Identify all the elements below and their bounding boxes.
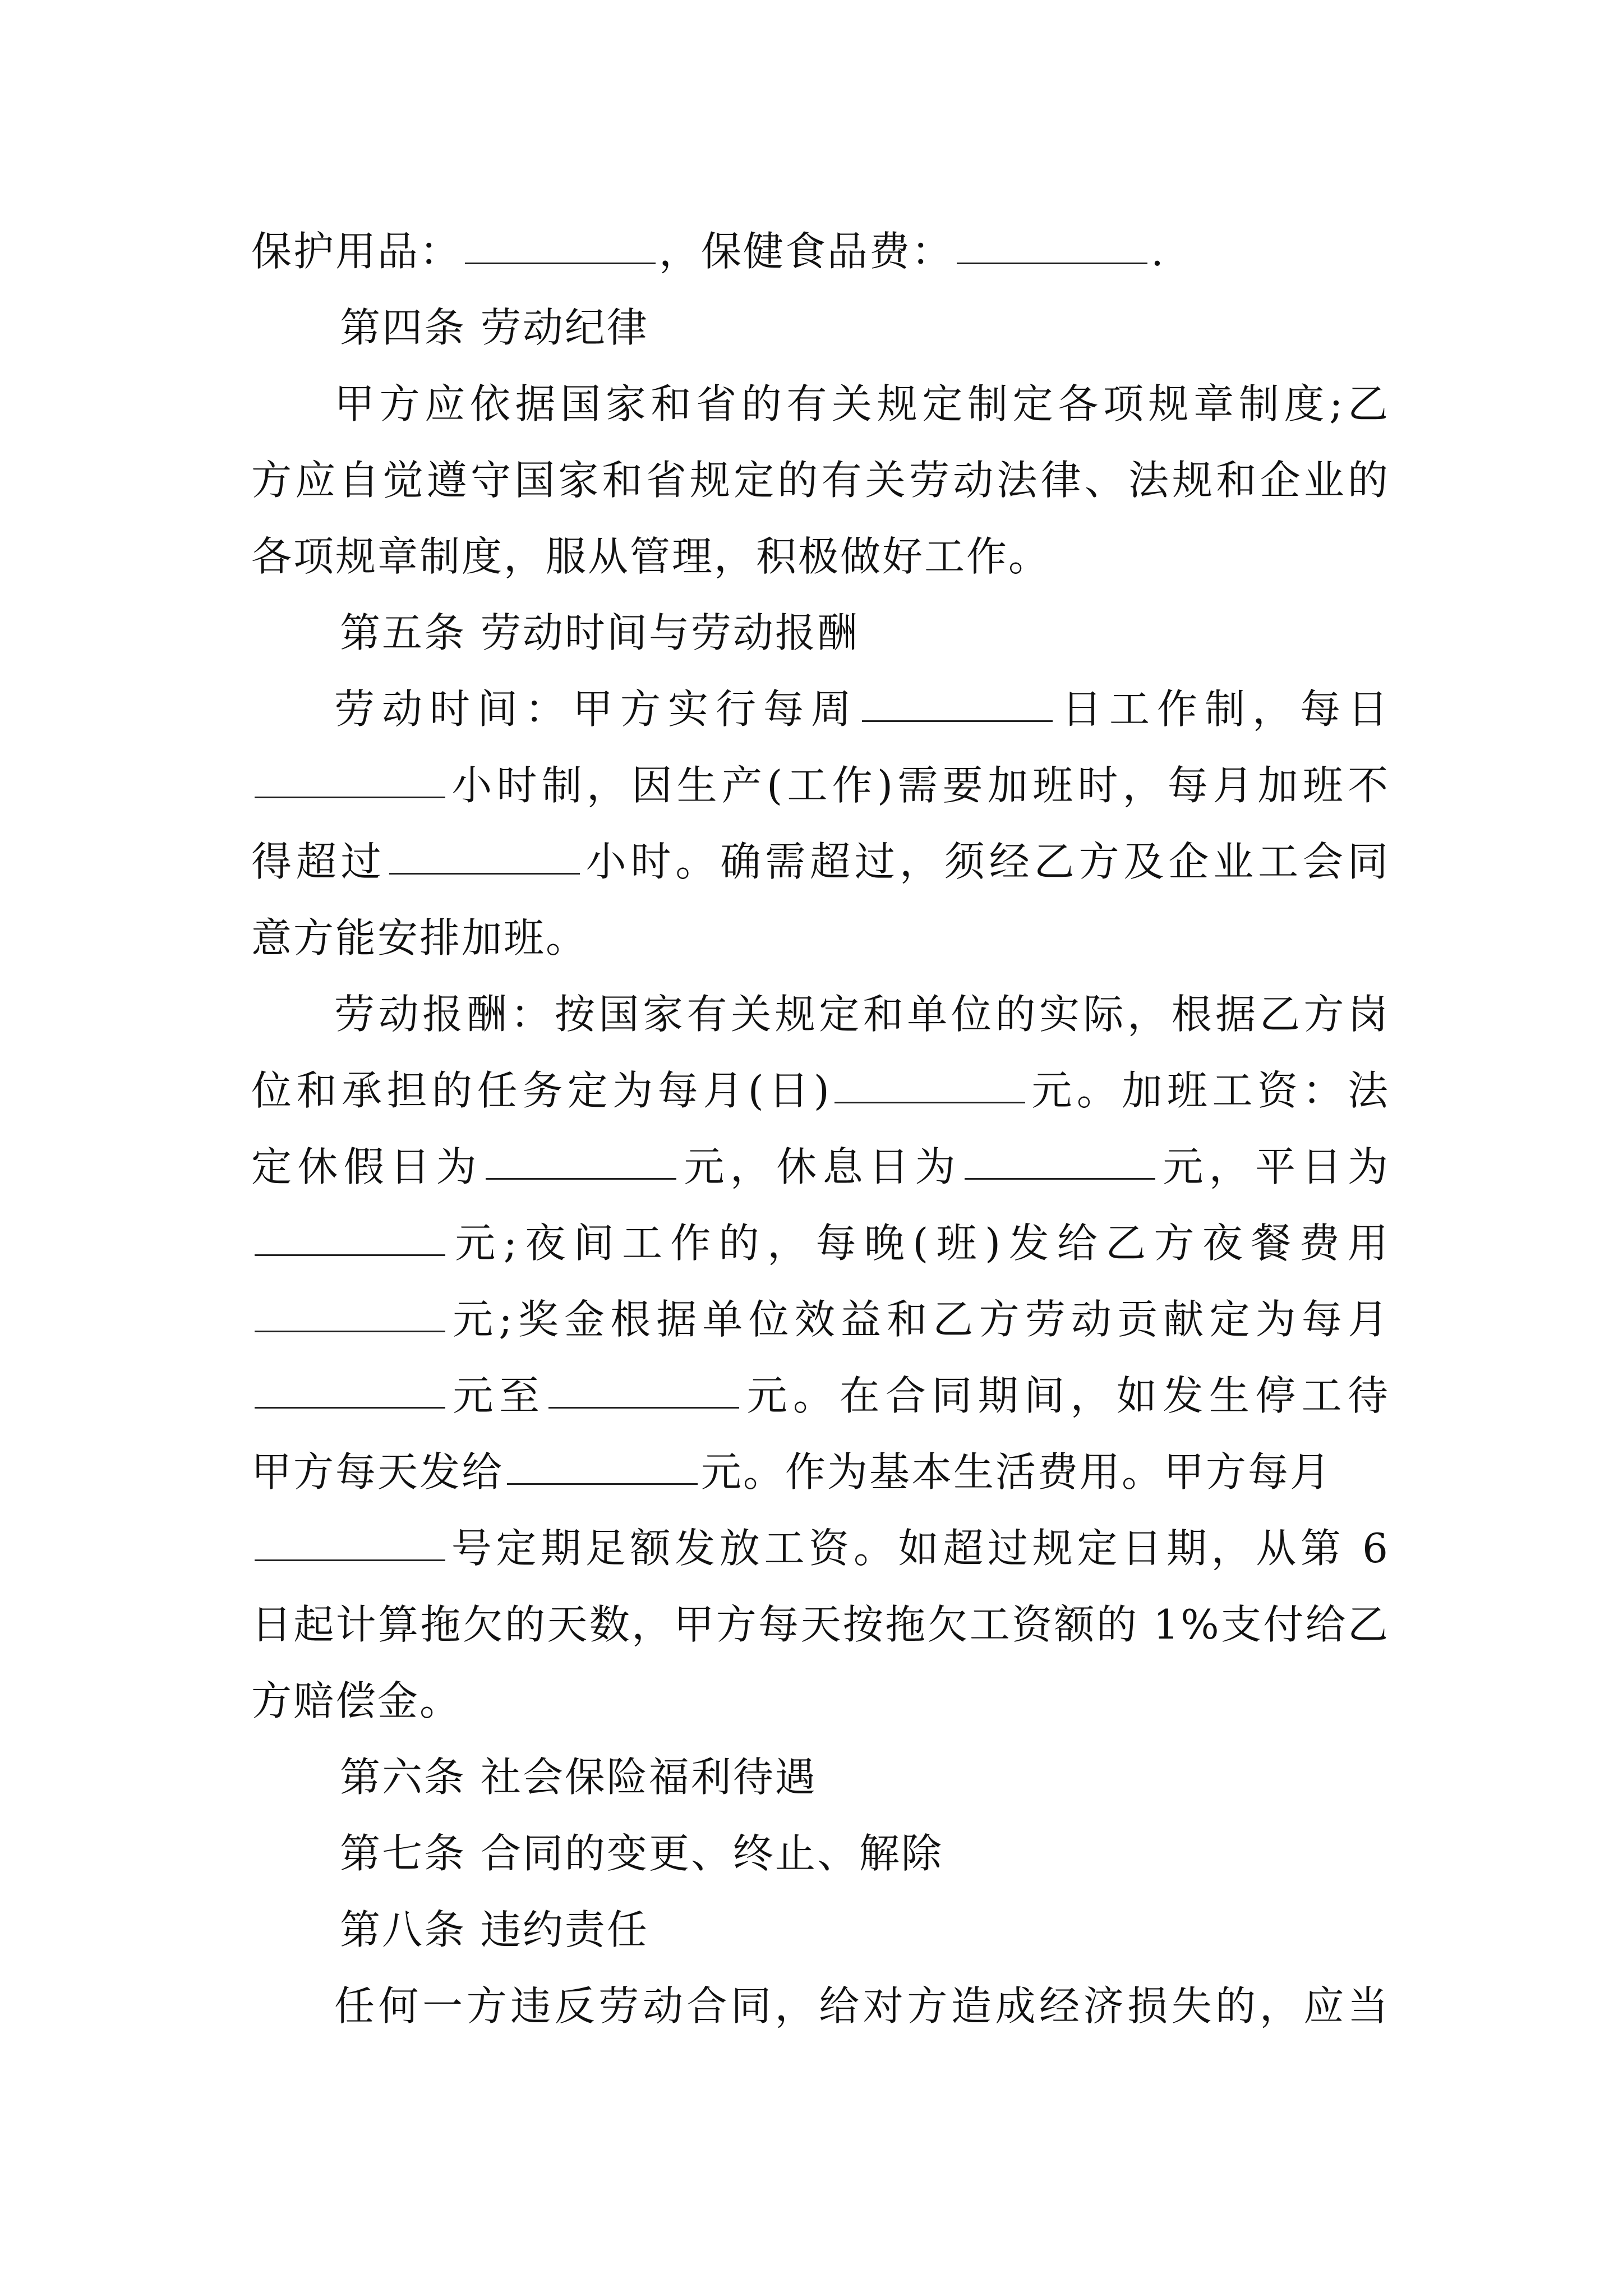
text-segment: 第七条 合同的变更、终止、解除 [340,1830,943,1877]
text-segment: 意方能安排加班。 [251,914,588,961]
text-segment: 小时制，因生产(工作)需要加班时，每月加班不 [449,762,1390,809]
fill-in-blank[interactable] [834,1068,1025,1103]
text-segment: 甲方应依据国家和省的有关规定制定各项规章制度;乙 [334,380,1390,427]
text-segment: 方赔偿金。 [251,1677,462,1724]
text-line [251,747,1390,823]
text-line [251,1434,1390,1510]
text-line [251,1129,1390,1205]
text-segment: 第四条 劳动纪律 [340,304,649,351]
text-segment: 元;奖金根据单位效益和乙方劳动贡献定为每月 [449,1296,1390,1343]
article-heading [251,595,1390,671]
text-segment: 元，平日为 [1158,1143,1390,1190]
text-segment: 劳动报酬：按国家有关规定和单位的实际，根据乙方岗 [334,991,1390,1038]
fill-in-blank[interactable] [965,1144,1155,1180]
fill-in-blank[interactable] [255,763,445,798]
text-line [251,1968,1390,2044]
text-segment: 元。在合同期间，如发生停工待 [743,1372,1390,1419]
fill-in-blank[interactable] [486,1144,676,1180]
text-segment: 元。加班工资：法 [1028,1067,1390,1114]
text-segment: 元。作为基本生活费用。甲方每月 [701,1448,1332,1496]
text-segment: 号定期足额发放工资。如超过规定日期，从第 6 [449,1525,1390,1572]
fill-in-blank[interactable] [507,1450,698,1485]
text-segment: 甲方每天发给 [251,1448,504,1496]
article-heading [251,1815,1390,1892]
text-line [251,900,1390,976]
text-line [251,1358,1390,1434]
text-segment: 小时。确需超过，须经乙方及企业工会同 [583,838,1390,885]
text-line [251,366,1390,442]
text-segment: 任何一方违反劳动合同，给对方造成经济损失的，应当 [334,1982,1390,2030]
text-line [251,1205,1390,1281]
fill-in-blank[interactable] [389,839,580,875]
article-heading [251,1739,1390,1815]
text-line [251,671,1390,747]
text-segment: 元;夜间工作的，每晚(班)发给乙方夜餐费用 [449,1220,1390,1267]
text-segment: 元至 [449,1372,546,1419]
text-segment: . [1151,228,1165,275]
text-segment: 第五条 劳动时间与劳动报酬 [340,609,859,656]
fill-in-blank[interactable] [548,1373,739,1409]
article-heading [251,289,1390,366]
text-line [251,976,1390,1052]
text-segment: 日工作制，每日 [1055,685,1390,733]
text-line [251,213,1390,289]
text-segment: 得超过 [251,838,386,885]
text-segment: 劳动时间：甲方实行每周 [334,685,859,733]
fill-in-blank[interactable] [465,229,656,264]
fill-in-blank[interactable] [862,687,1053,722]
text-segment: 保护用品： [251,228,462,275]
text-line [251,823,1390,900]
text-segment: ，保健食品费： [659,228,954,275]
text-segment: 位和承担的任务定为每月(日) [251,1067,831,1114]
fill-in-blank[interactable] [255,1526,445,1561]
text-segment: 元，休息日为 [680,1143,961,1190]
text-line [251,1052,1390,1129]
text-segment: 方应自觉遵守国家和省规定的有关劳动法律、法规和企业的 [251,457,1390,504]
article-heading [251,1892,1390,1968]
text-line [251,1281,1390,1358]
text-line [251,1510,1390,1586]
text-segment: 第六条 社会保险福利待遇 [340,1754,817,1801]
fill-in-blank[interactable] [957,229,1147,264]
text-line [251,1663,1390,1739]
document-page [251,213,1390,2044]
fill-in-blank[interactable] [255,1297,445,1332]
text-segment: 日起计算拖欠的天数，甲方每天按拖欠工资额的 1%支付给乙 [251,1601,1390,1648]
text-segment: 各项规章制度，服从管理，积极做好工作。 [251,533,1051,580]
text-segment: 第八条 违约责任 [340,1906,649,1953]
text-line [251,1586,1390,1663]
text-line [251,442,1390,518]
text-line [251,518,1390,595]
text-segment: 定休假日为 [251,1143,483,1190]
fill-in-blank[interactable] [255,1221,445,1256]
fill-in-blank[interactable] [255,1373,445,1409]
